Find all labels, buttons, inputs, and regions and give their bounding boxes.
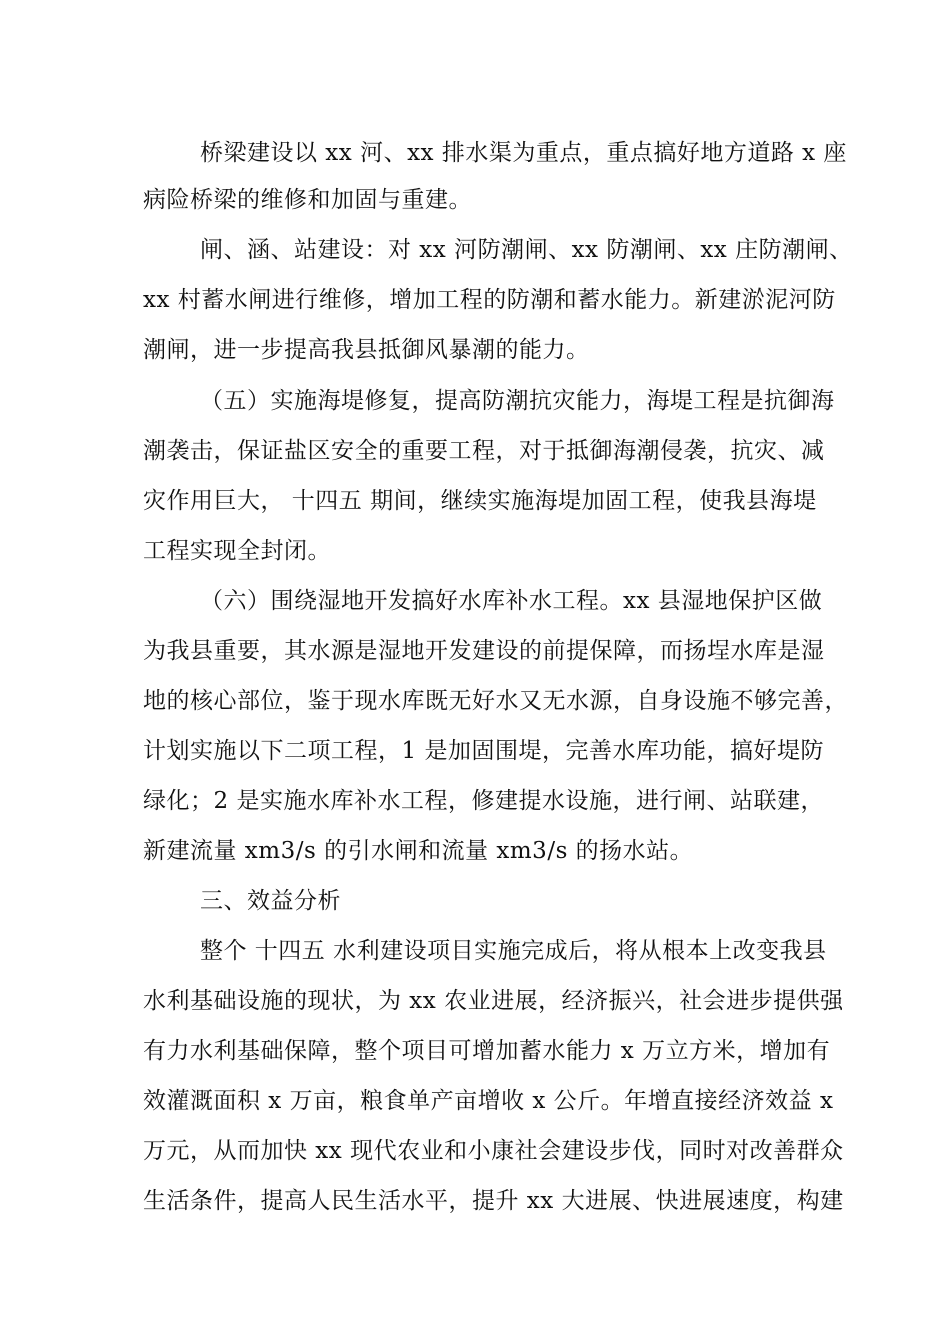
text-line: 桥梁建设以 xx 河、xx 排水渠为重点，重点搞好地方道路 x 座	[200, 140, 847, 166]
text-line: 生活条件，提高人民生活水平，提升 xx 大进展、快进展速度，构建	[143, 1188, 844, 1214]
text-line: （五）实施海堤修复，提高防潮抗灾能力，海堤工程是抗御海	[200, 388, 835, 414]
text-line: 整个 十四五 水利建设项目实施完成后，将从根本上改变我县	[200, 938, 827, 964]
text-line: 地的核心部位，鉴于现水库既无好水又无水源，自身设施不够完善，	[143, 688, 848, 714]
text-line: 水利基础设施的现状，为 xx 农业进展，经济振兴，社会进步提供强	[143, 988, 844, 1014]
text-line: 为我县重要，其水源是湿地开发建设的前提保障，而扬埕水库是湿	[143, 638, 825, 664]
text-line: 灾作用巨大， 十四五 期间，继续实施海堤加固工程，使我县海堤	[143, 488, 817, 514]
text-line: （六）围绕湿地开发搞好水库补水工程。xx 县湿地保护区做	[200, 588, 823, 614]
text-line: 万元，从而加快 xx 现代农业和小康社会建设步伐，同时对改善群众	[143, 1138, 844, 1164]
text-line: 有力水利基础保障，整个项目可增加蓄水能力 x 万立方米，增加有	[143, 1038, 831, 1064]
text-line: 潮闸，进一步提高我县抵御风暴潮的能力。	[143, 337, 590, 363]
text-line: 新建流量 xm3/s 的引水闸和流量 xm3/s 的扬水站。	[143, 838, 694, 864]
text-line: 绿化；2 是实施水库补水工程，修建提水设施，进行闸、站联建，	[143, 788, 824, 814]
text-line: 病险桥梁的维修和加固与重建。	[143, 187, 472, 213]
text-line: 闸、涵、站建设：对 xx 河防潮闸、xx 防潮闸、xx 庄防潮闸、	[200, 237, 853, 263]
text-line: 计划实施以下二项工程，1 是加固围堤，完善水库功能，搞好堤防	[143, 738, 824, 764]
text-line: 潮袭击，保证盐区安全的重要工程，对于抵御海潮侵袭，抗灾、减	[143, 438, 825, 464]
text-line: 效灌溉面积 x 万亩，粮食单产亩增收 x 公斤。年增直接经济效益 x	[143, 1088, 834, 1114]
text-line: 工程实现全封闭。	[143, 538, 331, 564]
text-line: xx 村蓄水闸进行维修，增加工程的防潮和蓄水能力。新建淤泥河防	[143, 287, 836, 313]
section-heading: 三、效益分析	[200, 888, 341, 914]
